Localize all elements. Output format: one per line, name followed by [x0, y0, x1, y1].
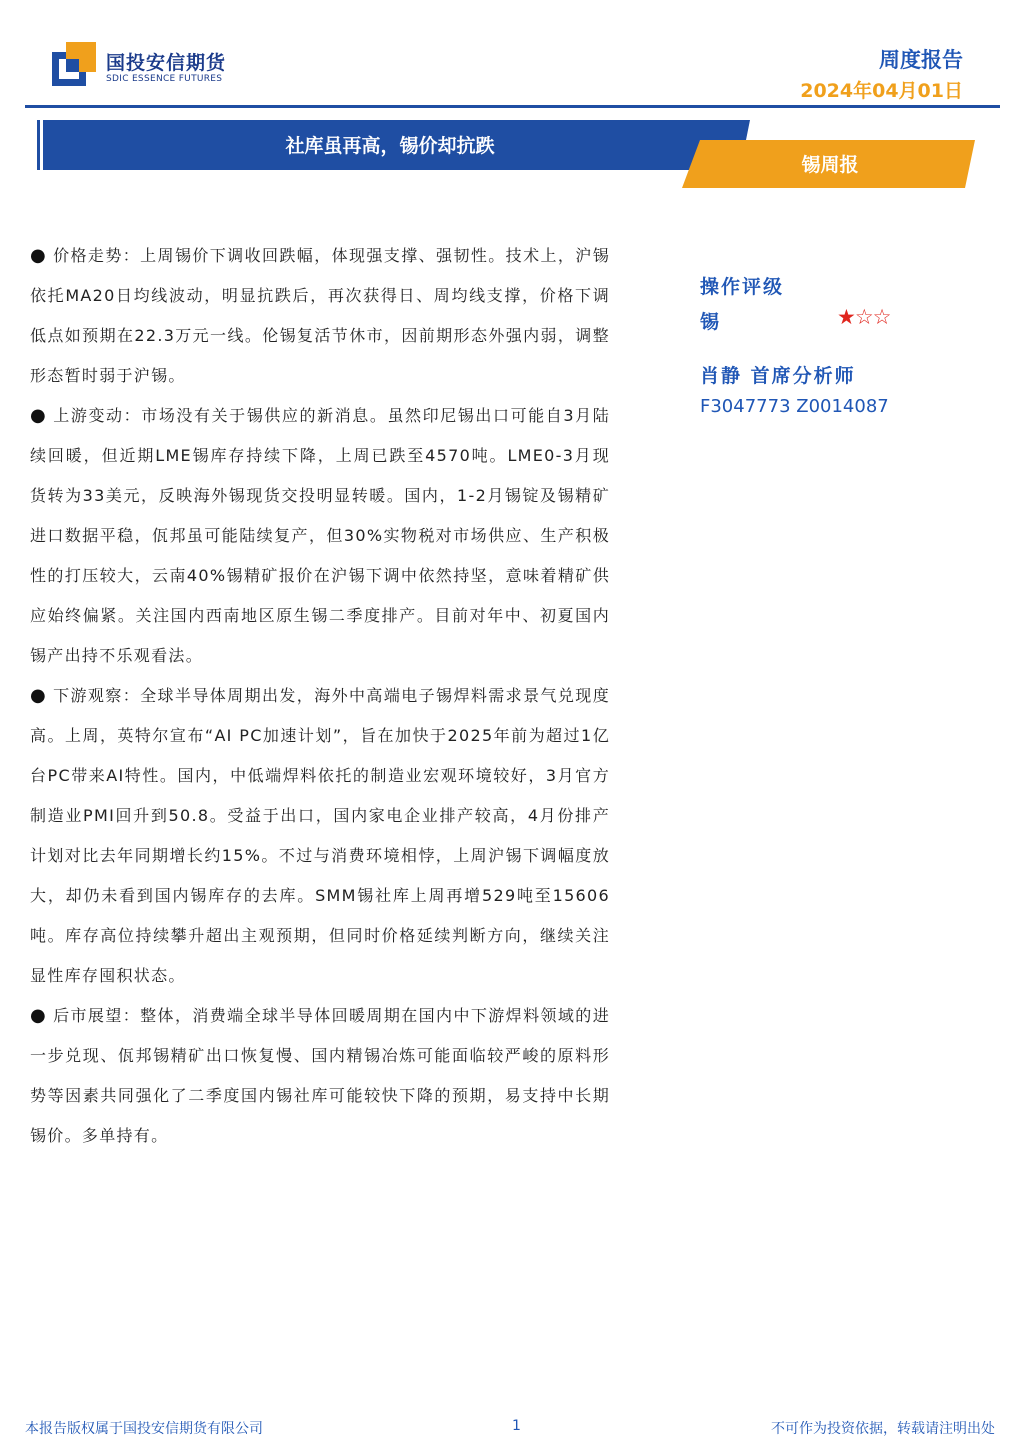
footer-disclaimer: 不可作为投资依据，转载请注明出处 [771, 1421, 995, 1437]
report-date: 2024年04月01日 [800, 80, 963, 102]
paragraph-downstream: ● 下游观察：全球半导体周期出发，海外中高端电子锡焊料需求景气兑现度高。上周，英特尔宣布“AI PC加速计划”，旨在加快于2025年前为超过1亿台PC带来AI特性。国内，中低端焊料依托的制造业宏观环境较好，3月官方制造业PMI回升到50.8。受益于出口，国内家电企业排产较高，4月份排产计划对比去年同期增长约15%。不过与消费环境相悖，上周沪锡下调幅度放大，却仍未看到国内锡库存的去库。SMM锡社库上周再增529吨至15606吨。库存高位持续攀升超出主观预期，但同时价格延续判断方向，继续关注显性库存囤积状态。 [30, 685, 610, 985]
rating-title: 操作评级 [700, 276, 785, 298]
bullet-icon: ● [30, 1005, 48, 1026]
footer-copyright: 本报告版权属于国投安信期货有限公司 [25, 1421, 263, 1437]
report-type: 周度报告 [879, 48, 963, 72]
analyst-license-ids: F3047773 Z0014087 [700, 396, 889, 417]
paragraph-price-trend: ● 价格走势：上周锡价下调收回跌幅，体现强支撑、强韧性。技术上，沪锡依托MA20日均线波动，明显抗跌后，再次获得日、周均线支撑，价格下调低点如预期在22.3万元一线。伦锡复活节休市，因前期形态外强内弱，调整形态暂时弱于沪锡。 [30, 245, 610, 385]
header-divider [25, 105, 1000, 108]
bullet-icon: ● [30, 685, 48, 706]
bullet-icon: ● [30, 245, 48, 266]
report-body [30, 236, 610, 1156]
logo-chinese-name: 国投安信期货 [106, 52, 227, 74]
analyst-name: 肖静 首席分析师 [700, 365, 856, 387]
report-title: 社库虽再高，锡价却抗跌 [285, 135, 495, 157]
rating-item: 锡 [700, 311, 720, 333]
rating-row [700, 307, 960, 337]
report-series: 锡周报 [801, 154, 859, 176]
page-number: 1 [512, 1418, 521, 1434]
bullet-icon: ● [30, 405, 48, 426]
rating-stars-icon: ★☆☆ [837, 305, 891, 329]
sidebar [700, 272, 960, 417]
company-logo [52, 42, 242, 90]
logo-mark-icon [52, 42, 96, 86]
logo-english-name: SDIC ESSENCE FUTURES [106, 74, 223, 84]
paragraph-upstream: ● 上游变动：市场没有关于锡供应的新消息。虽然印尼锡出口可能自3月陆续回暖，但近期LME锡库存持续下降，上周已跌至4570吨。LME0-3月现货转为33美元，反映海外锡现货交投明显转暖。国内，1-2月锡锭及锡精矿进口数据平稳，佤邦虽可能陆续复产，但30%实物税对市场供应、生产积极性的打压较大，云南40%锡精矿报价在沪锡下调中依然持坚，意味着精矿供应始终偏紧。关注国内西南地区原生锡二季度排产。目前对年中、初夏国内锡产出持不乐观看法。 [30, 405, 610, 665]
paragraph-outlook: ● 后市展望：整体，消费端全球半导体回暖周期在国内中下游焊料领域的进一步兑现、佤邦锡精矿出口恢复慢、国内精锡冶炼可能面临较严峻的原料形势等因素共同强化了二季度国内锡社库可能较快下降的预期，易支持中长期锡价。多单持有。 [30, 1005, 610, 1145]
